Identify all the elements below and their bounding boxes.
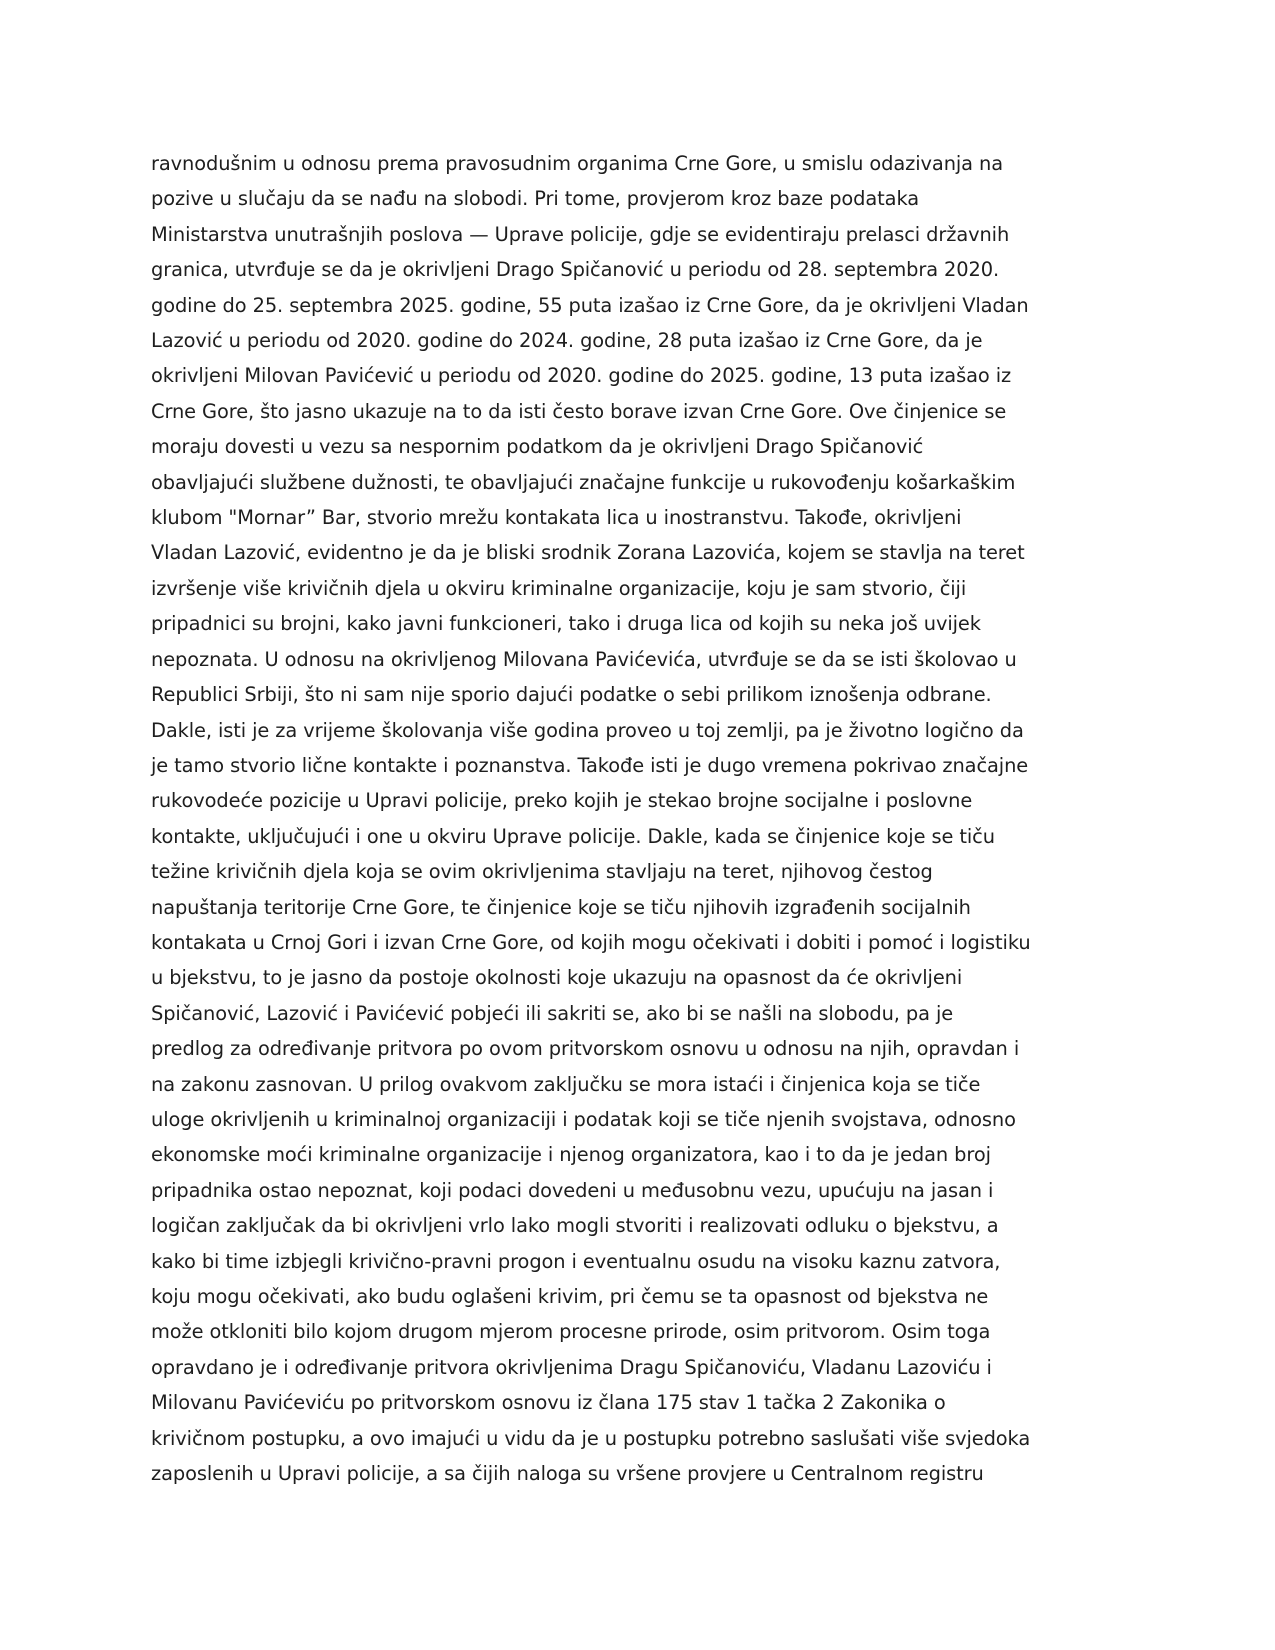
- text-line: Spičanović, Lazović i Pavićević pobjeći ili sakriti se, ako bi se našli na slobodu, pa je: [151, 1001, 954, 1025]
- text-line: klubom "Mornar” Bar, stvorio mrežu kontakata lica u inostranstvu. Takođe, okrivljeni: [151, 506, 962, 530]
- text-line: Vladan Lazović, evidentno je da je bliski srodnik Zorana Lazovića, kojem se stavlja na teret: [151, 541, 1025, 565]
- text-line: Crne Gore, što jasno ukazuje na to da isti često borave izvan Crne Gore. Ove činjenice se: [151, 399, 1007, 423]
- text-line: opravdano je i određivanje pritvora okrivljenima Dragu Spičanoviću, Vladanu Lazoviću i: [151, 1355, 992, 1379]
- text-line: Milovanu Pavićeviću po pritvorskom osnovu iz člana 175 stav 1 tačka 2 Zakonika o: [151, 1391, 946, 1415]
- text-line: granica, utvrđuje se da je okrivljeni Drago Spičanović u periodu od 28. septembra 2020.: [151, 258, 1000, 282]
- text-line: koju mogu očekivati, ako budu oglašeni krivim, pri čemu se ta opasnost od bjekstva ne: [151, 1285, 989, 1308]
- text-line: pripadnici su brojni, kako javni funkcioneri, tako i druga lica od kojih su neka još uvijek: [151, 612, 981, 636]
- body-paragraph: [151, 146, 1151, 1491]
- text-line: na zakonu zasnovan. U prilog ovakvom zaključku se mora istaći i činjenica koja se tiče: [151, 1072, 981, 1096]
- text-line: kontakata u Crnoj Gori i izvan Crne Gore, od kojih mogu očekivati i dobiti i pomoć i logistiku: [151, 930, 1031, 954]
- text-line: predlog za određivanje pritvora po ovom pritvorskom osnovu u odnosu na njih, opravdan i: [151, 1037, 1020, 1061]
- text-line: napuštanja teritorije Crne Gore, te činjenice koje se tiču njihovih izgrađenih socijalnih: [151, 895, 971, 919]
- text-line: kontakte, uključujući i one u okviru Uprave policije. Dakle, kada se činjenice koje se tiču: [151, 824, 995, 848]
- text-line: krivičnom postupku, a ovo imajući u vidu da je u postupku potrebno saslušati više svjedoka: [151, 1426, 1031, 1450]
- text-line: kako bi time izbjegli krivično-pravni progon i eventualnu osudu na visoku kaznu zatvora,: [151, 1249, 1001, 1273]
- text-line: zaposlenih u Upravi policije, a sa čijih naloga su vršene provjere u Centralnom registru: [151, 1462, 984, 1486]
- text-line: nepoznata. U odnosu na okrivljenog Milovana Pavićevića, utvrđuje se da se isti školovao u: [151, 647, 1017, 671]
- text-line: Lazović u periodu od 2020. godine do 2024. godine, 28 puta izašao iz Crne Gore, da je: [151, 329, 983, 353]
- text-line: izvršenje više krivičnih djela u okviru kriminalne organizacije, koju je sam stvorio, čiji: [151, 576, 967, 600]
- text-line: Republici Srbiji, što ni sam nije sporio dajući podatke o sebi prilikom iznošenja odbrane.: [151, 683, 992, 707]
- text-line: obavljajući službene dužnosti, te obavljajući značajne funkcije u rukovođenju košarkaškim: [151, 470, 1016, 494]
- text-line: moraju dovesti u vezu sa nespornim podatkom da je okrivljeni Drago Spičanović: [151, 435, 924, 459]
- text-line: je tamo stvorio lične kontakte i poznanstva. Takođe isti je dugo vremena pokrivao značajne: [151, 753, 1029, 777]
- text-line: rukovodeće pozicije u Upravi policije, preko kojih je stekao brojne socijalne i poslovne: [151, 789, 973, 813]
- text-line: uloge okrivljenih u kriminalnoj organizaciji i podatak koji se tiče njenih svojstava, odnosno: [151, 1107, 1016, 1131]
- text-line: u bjekstvu, to je jasno da postoje okolnosti koje ukazuju na opasnost da će okrivljeni: [151, 966, 963, 990]
- text-line: ravnodušnim u odnosu prema pravosudnim organima Crne Gore, u smislu odazivanja na: [151, 152, 1003, 175]
- text-line: godine do 25. septembra 2025. godine, 55 puta izašao iz Crne Gore, da je okrivljeni Vladan: [151, 293, 1029, 317]
- text-line: okrivljeni Milovan Pavićević u periodu od 2020. godine do 2025. godine, 13 puta izašao iz: [151, 364, 1012, 388]
- text-line: logičan zaključak da bi okrivljeni vrlo lako mogli stvoriti i realizovati odluku o bjekstvu, a: [151, 1214, 999, 1238]
- text-line: Dakle, isti je za vrijeme školovanja više godina proveo u toj zemlji, pa je životno logično da: [151, 718, 1024, 742]
- text-line: pozive u slučaju da se nađu na slobodi. Pri tome, provjerom kroz baze podataka: [151, 187, 920, 211]
- text-line: pripadnika ostao nepoznat, koji podaci dovedeni u međusobnu vezu, upućuju na jasan i: [151, 1178, 994, 1202]
- text-line: Ministarstva unutrašnjih poslova — Uprave policije, gdje se evidentiraju prelasci državnih: [151, 222, 1010, 246]
- text-line: težine krivičnih djela koja se ovim okrivljenima stavljaju na teret, njihovog čestog: [151, 860, 933, 884]
- text-line: ekonomske moći kriminalne organizacije i njenog organizatora, kao i to da je jedan broj: [151, 1143, 991, 1167]
- text-line: može otkloniti bilo kojom drugom mjerom procesne prirode, osim pritvorom. Osim toga: [151, 1320, 991, 1344]
